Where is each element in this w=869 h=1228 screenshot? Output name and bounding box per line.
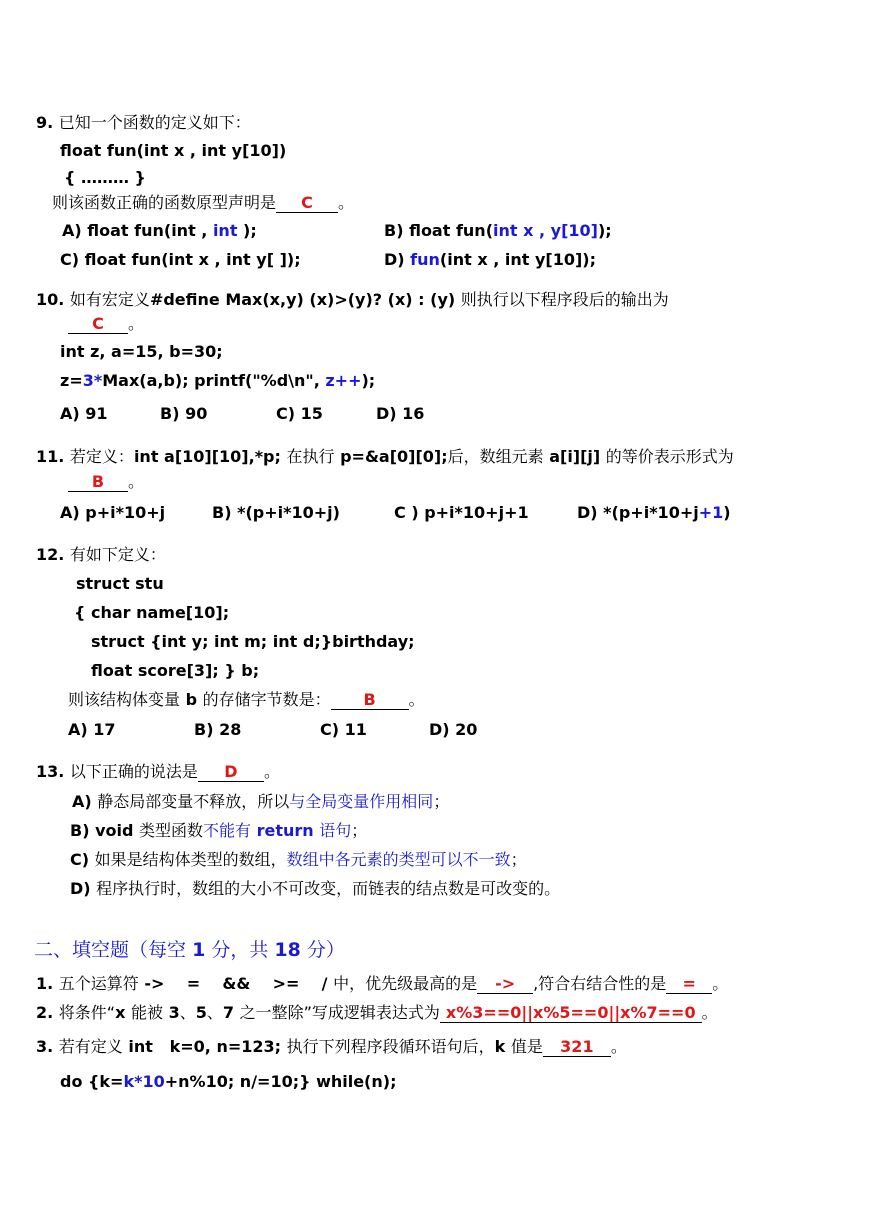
- fill-2-n7: 7: [222, 1003, 235, 1022]
- fill-2: [36, 1003, 718, 1023]
- q9-option-b-text: B) float fun(: [384, 221, 493, 240]
- q12-answer-blank: [331, 691, 409, 710]
- q12-period: 。: [408, 690, 425, 709]
- fill-1-answer-1-blank: [477, 975, 533, 994]
- q13-option-b-label: B) void: [70, 821, 134, 840]
- q13-option-c-label: C): [70, 850, 90, 869]
- q9-number: 9.: [36, 113, 54, 132]
- fill-3: [36, 1037, 627, 1057]
- fill-2-n3: 3: [168, 1003, 180, 1022]
- q12-answer: B: [363, 690, 376, 709]
- q11-stem-e: 后，数组元素: [447, 447, 544, 466]
- q13-option-b-text: 类型函数: [139, 821, 204, 840]
- q10-stem-end: 则执行以下程序段后的输出为: [460, 290, 669, 309]
- q11-stem-a: 若定义：: [69, 447, 134, 466]
- fill-3-period: 。: [610, 1037, 627, 1056]
- q9-option-b-end: );: [597, 221, 612, 240]
- q9-stem: [36, 113, 251, 133]
- fill-3-code-b: +n%10; n/=10;} while(n);: [164, 1072, 397, 1091]
- q12-option-d: D) 20: [429, 720, 478, 739]
- q13-option-b: [70, 821, 367, 841]
- q10-code-line-2: [60, 371, 375, 391]
- q12-stem-text: 有如下定义：: [69, 545, 166, 564]
- fill-2-var: x: [115, 1003, 126, 1022]
- q9-answer: C: [301, 193, 313, 212]
- q12-ask-var: b: [185, 690, 198, 709]
- q13-option-c: [70, 850, 527, 870]
- q9-option-a-highlight: int: [212, 221, 238, 240]
- q9-ask: 则该函数正确的函数原型声明是: [52, 193, 277, 212]
- q10-code-c: );: [361, 371, 376, 390]
- q13-option-c-end: ；: [510, 850, 527, 869]
- q12-option-b: B) 28: [194, 720, 242, 739]
- fill-3-var: k: [494, 1037, 506, 1056]
- fill-1-text-b: 中，优先级最高的是: [333, 974, 478, 993]
- q10-code-highlight-1: 3*: [82, 371, 103, 390]
- q12-stem: [36, 545, 166, 565]
- fill-3-text-c: 执行下列程序段循环语句后，: [286, 1037, 495, 1056]
- q11-option-d-highlight: +1: [698, 503, 724, 522]
- fill-2-text-a: 将条件“: [58, 1003, 116, 1022]
- q13-answer: D: [224, 762, 238, 781]
- q11-stem-f: a[i][j]: [549, 447, 601, 466]
- fill-2-answer: x%3==0||x%5==0||x%7==0: [445, 1003, 696, 1022]
- q13-stem: [36, 762, 280, 782]
- section-heading-part-1: 二、填空题（每空: [34, 939, 187, 961]
- q11-option-b: B) *(p+i*10+j): [212, 503, 340, 522]
- q12-ask-end: 的存储字节数是：: [202, 690, 331, 709]
- fill-1-text-c: ,符合右结合性的是: [533, 974, 667, 993]
- q9-option-c: C) float fun(int x , int y[ ]);: [60, 250, 301, 269]
- q9-stem-text: 已知一个函数的定义如下：: [58, 113, 251, 132]
- q10-macro: #define Max(x,y) (x)>(y)? (x) : (y): [149, 290, 456, 309]
- q11-stem: [36, 447, 734, 467]
- q9-answer-blank: [276, 194, 338, 213]
- fill-3-text-e: 值是: [510, 1037, 543, 1056]
- q9-period: 。: [338, 193, 355, 212]
- q13-option-b-end: ；: [351, 821, 368, 840]
- q10-code-b: Max(a,b); printf("%d\n",: [102, 371, 326, 390]
- q9-option-d-text: (int x , int y[10]);: [439, 250, 596, 269]
- fill-3-code: [60, 1072, 396, 1092]
- section-heading-total: 18: [274, 939, 301, 961]
- q10-answer: C: [92, 314, 104, 333]
- q12-code-line-4: float score[3]; } b;: [91, 661, 260, 680]
- q12-ask: 则该结构体变量: [68, 690, 181, 709]
- q11-stem-g: 的等价表示形式为: [605, 447, 734, 466]
- q11-answer-line: [68, 472, 144, 492]
- q13-option-a-text: 静态局部变量不释放，所以: [97, 792, 290, 811]
- q9-option-d: [384, 250, 596, 270]
- section-heading-part-2: 分，共: [211, 939, 269, 961]
- q10-answer-line: [68, 314, 144, 334]
- q9-option-d-highlight: fun: [410, 250, 440, 269]
- q12-number: 12.: [36, 545, 65, 564]
- q12-code-line-3: struct {int y; int m; int d;}birthday;: [91, 632, 415, 651]
- section-heading-points: 1: [192, 939, 206, 961]
- fill-2-text-c: 能被: [131, 1003, 164, 1022]
- q13-number: 13.: [36, 762, 65, 781]
- q12-question: [68, 690, 425, 710]
- fill-3-text-a: 若有定义: [58, 1037, 123, 1056]
- section-heading: [34, 938, 345, 962]
- q11-stem-d: p=&a[0][0];: [340, 447, 448, 466]
- q9-option-a: [62, 221, 257, 241]
- fill-1-operators: -> = && >= /: [138, 974, 334, 993]
- q10-option-c: C) 15: [276, 404, 323, 423]
- q9-code-line-2: { ……… }: [64, 168, 146, 187]
- q11-stem-c: 在执行: [286, 447, 335, 466]
- q10-code-highlight-2: z++: [325, 371, 362, 390]
- fill-3-answer: 321: [560, 1037, 594, 1056]
- fill-1-text-a: 五个运算符: [58, 974, 139, 993]
- q10-stem-text: 如有宏定义: [69, 290, 150, 309]
- q10-stem: [36, 290, 669, 310]
- q11-option-a: A) p+i*10+j: [60, 503, 166, 522]
- q11-option-d-text: D) *(p+i*10+j: [577, 503, 699, 522]
- q13-option-d-text: 程序执行时，数组的大小不可改变，而链表的结点数是可改变的。: [96, 879, 561, 898]
- q10-option-d: D) 16: [376, 404, 425, 423]
- fill-1-answer-2-blank: [666, 975, 712, 994]
- fill-3-code-a: do {k=: [60, 1072, 124, 1091]
- q9-option-d-label: D): [384, 250, 411, 269]
- q11-option-d: [577, 503, 731, 523]
- fill-2-sep-2: 、: [206, 1003, 223, 1022]
- q13-option-b-highlight-3: 语句: [319, 821, 352, 840]
- q10-code-line-1: int z, a=15, b=30;: [60, 342, 223, 361]
- q9-option-a-text: A) float fun(int ,: [62, 221, 213, 240]
- q11-option-d-end: ): [723, 503, 731, 522]
- q12-code-line-2: { char name[10];: [74, 603, 230, 622]
- q9-question: [52, 193, 354, 213]
- q10-option-b: B) 90: [160, 404, 208, 423]
- q13-option-b-highlight-2: return: [256, 821, 314, 840]
- q11-number: 11.: [36, 447, 65, 466]
- q9-code-line-1: float fun(int x , int y[10]): [60, 141, 287, 160]
- q13-option-c-text: 如果是结构体类型的数组，: [94, 850, 287, 869]
- q13-option-d: [70, 879, 560, 899]
- q9-option-b-highlight: int x , y[10]: [493, 221, 598, 240]
- q13-option-a-end: ；: [433, 792, 450, 811]
- q11-answer-blank: [68, 473, 128, 492]
- section-heading-part-3: 分）: [306, 939, 345, 961]
- q10-answer-blank: [68, 315, 128, 334]
- fill-3-decl: int k=0, n=123;: [128, 1037, 282, 1056]
- q13-stem-text: 以下正确的说法是: [69, 762, 198, 781]
- fill-2-period: 。: [701, 1003, 718, 1022]
- fill-2-sep-1: 、: [179, 1003, 196, 1022]
- fill-3-answer-blank: [543, 1038, 611, 1057]
- fill-3-number: 3.: [36, 1037, 54, 1056]
- q10-code-a: z=: [60, 371, 83, 390]
- q10-option-a: A) 91: [60, 404, 108, 423]
- q13-option-c-highlight: 数组中各元素的类型可以不一致: [286, 850, 511, 869]
- q12-option-c: C) 11: [320, 720, 367, 739]
- q11-period: 。: [128, 472, 145, 491]
- q13-option-b-highlight-1: 不能有: [203, 821, 252, 840]
- q13-option-a-highlight: 与全局变量作用相同: [289, 792, 434, 811]
- q13-option-a: [72, 792, 449, 812]
- q11-stem-b: int a[10][10],*p;: [133, 447, 281, 466]
- q12-option-a: A) 17: [68, 720, 116, 739]
- q12-code-line-1: struct stu: [76, 574, 164, 593]
- q9-option-a-end: );: [237, 221, 257, 240]
- q10-period: 。: [128, 314, 145, 333]
- q11-answer: B: [91, 472, 105, 491]
- q13-period: 。: [263, 762, 280, 781]
- fill-3-code-highlight: k*10: [123, 1072, 165, 1091]
- fill-1: [36, 974, 728, 994]
- q13-answer-blank: [198, 763, 264, 782]
- q13-option-a-label: A): [72, 792, 92, 811]
- fill-2-n5: 5: [195, 1003, 207, 1022]
- fill-1-period: 。: [712, 974, 729, 993]
- fill-1-answer-2: =: [682, 974, 696, 993]
- q13-option-d-label: D): [70, 879, 91, 898]
- fill-1-number: 1.: [36, 974, 54, 993]
- fill-2-number: 2.: [36, 1003, 54, 1022]
- q10-number: 10.: [36, 290, 65, 309]
- fill-2-text-i: 之一整除”写成逻辑表达式为: [239, 1003, 440, 1022]
- fill-2-answer-blank: [440, 1004, 702, 1023]
- fill-1-answer-1: ->: [495, 974, 516, 993]
- q11-option-c: C ) p+i*10+j+1: [394, 503, 529, 522]
- q9-option-b: [384, 221, 612, 241]
